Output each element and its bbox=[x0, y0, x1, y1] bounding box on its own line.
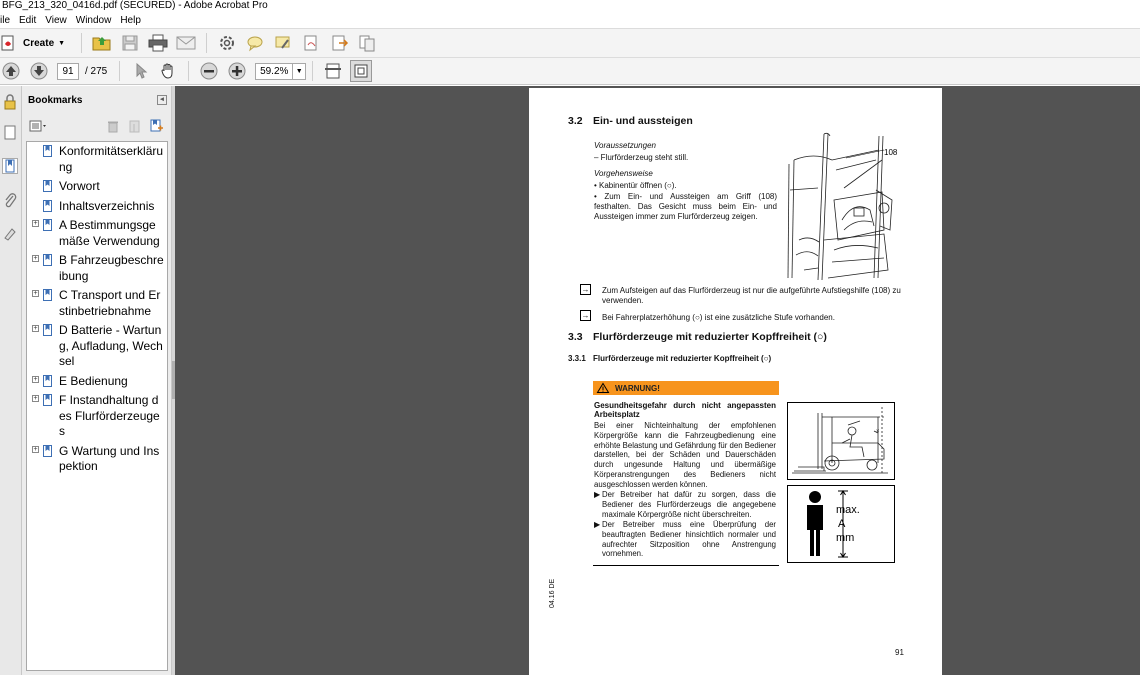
expand-icon[interactable]: + bbox=[33, 290, 38, 297]
menu-edit[interactable]: Edit bbox=[19, 14, 37, 26]
page-thumbnails-icon[interactable] bbox=[2, 124, 18, 140]
expand-icon[interactable]: + bbox=[33, 375, 38, 383]
zoom-select[interactable] bbox=[255, 63, 306, 80]
bookmarks-toolbar bbox=[22, 114, 171, 138]
export-icon bbox=[330, 34, 348, 52]
toolbar-separator bbox=[81, 33, 82, 53]
figure-label: A bbox=[838, 518, 846, 530]
bookmark-item[interactable] bbox=[27, 253, 167, 284]
procedure-label: Vorgehensweise bbox=[594, 169, 653, 178]
annotate-icon bbox=[274, 34, 292, 52]
email-icon bbox=[176, 35, 196, 51]
warning-icon bbox=[597, 383, 609, 393]
figure-label: max. bbox=[836, 504, 860, 516]
person-height-illustration bbox=[788, 486, 894, 562]
bookmark-icon bbox=[43, 324, 53, 337]
bookmark-icon bbox=[43, 145, 53, 158]
bookmark-icon bbox=[43, 445, 53, 458]
expand-icon[interactable]: + bbox=[33, 220, 38, 227]
figure-label: mm bbox=[836, 532, 855, 544]
fit-width-button[interactable] bbox=[350, 60, 372, 82]
zoom-out-button[interactable] bbox=[198, 60, 220, 82]
expand-icon[interactable]: + bbox=[33, 325, 38, 332]
bookmark-label: F Instandhaltung des Flurförderzeuges bbox=[59, 393, 160, 438]
section-number: 3.2 bbox=[568, 115, 583, 127]
create-icon bbox=[0, 34, 18, 52]
open-icon bbox=[92, 34, 112, 52]
previous-page-button[interactable] bbox=[0, 60, 22, 82]
new-bookmark-icon bbox=[150, 119, 164, 133]
document-area[interactable] bbox=[175, 86, 1140, 675]
bookmark-item[interactable] bbox=[27, 144, 167, 175]
hand-icon bbox=[159, 62, 177, 80]
zoom-value: 59.2% bbox=[260, 65, 289, 77]
section-title: Ein- und aussteigen bbox=[593, 115, 693, 127]
cabin-entry-illustration bbox=[784, 130, 896, 280]
attachment-icon[interactable] bbox=[2, 192, 18, 208]
page-number: 91 bbox=[895, 648, 904, 657]
section-title: Flurförderzeuge mit reduzierter Kopffreiheit (○) bbox=[593, 331, 827, 343]
warning-body: Bei einer Nichteinhaltung der empfohlenen Körpergröße kann die Fahrzeugbedienung eine erhöhte Belastung und Gefährdung für den Bediener darstellen, bei der Schäden und Dauerschäden durch ungesunde Haltung und übermäßige Körperanstrengungen des Bedieners nicht ausgeschlossen werden können. bbox=[594, 421, 776, 489]
document-code: 04.16 DE bbox=[549, 578, 556, 608]
figure-callout: 108 bbox=[884, 148, 898, 157]
annotate-button[interactable] bbox=[272, 32, 294, 54]
zoom-out-icon bbox=[200, 62, 218, 80]
bookmark-list bbox=[26, 141, 168, 671]
bookmark-item[interactable] bbox=[27, 323, 167, 370]
lock-icon[interactable] bbox=[2, 94, 18, 110]
trash-icon bbox=[107, 120, 119, 133]
signatures-icon[interactable] bbox=[2, 226, 18, 242]
zoom-in-icon bbox=[228, 62, 246, 80]
bookmark-add-icon bbox=[129, 120, 141, 133]
sign-button[interactable] bbox=[300, 32, 322, 54]
bookmark-icon bbox=[43, 254, 53, 267]
prerequisites-label: Voraussetzungen bbox=[594, 141, 656, 150]
email-button[interactable] bbox=[175, 32, 197, 54]
warning-banner bbox=[593, 381, 779, 395]
warning-bullet-text: Der Betreiber muss eine Überprüfung der beauftragten Bediener hinsichtlich normaler und aufrechter Sitzposition ohne Anstrengung vornehmen. bbox=[602, 520, 776, 559]
subsection-title: Flurförderzeuge mit reduzierter Kopffreiheit (○) bbox=[593, 354, 772, 363]
bookmark-label: Konformitätserklärung bbox=[59, 144, 164, 174]
save-icon bbox=[121, 34, 139, 52]
toolbar-separator bbox=[119, 61, 120, 81]
chevron-down-icon: ▼ bbox=[58, 39, 66, 47]
navigation-pane-strip bbox=[0, 86, 22, 675]
bookmark-item[interactable] bbox=[27, 218, 167, 249]
warning-title: Gesundheitsgefahr durch nicht angepassten Arbeitsplatz bbox=[594, 401, 776, 419]
bookmark-item[interactable] bbox=[27, 179, 167, 195]
open-button[interactable] bbox=[91, 32, 113, 54]
bookmark-label: B Fahrzeugbeschreibung bbox=[59, 253, 164, 283]
warning-label: WARNUNG! bbox=[615, 383, 660, 393]
comment-button[interactable] bbox=[244, 32, 266, 54]
prerequisite-item: – Flurförderzeug steht still. bbox=[594, 153, 689, 162]
expand-icon[interactable]: + bbox=[33, 255, 38, 262]
expand-icon[interactable]: + bbox=[33, 445, 38, 453]
bookmark-icon bbox=[43, 180, 53, 193]
menu-file[interactable]: ile bbox=[0, 14, 11, 26]
comment-icon bbox=[246, 34, 264, 52]
arrow-up-icon bbox=[2, 62, 20, 80]
warning-divider bbox=[593, 565, 779, 566]
bookmarks-icon[interactable] bbox=[2, 158, 18, 174]
subsection-heading bbox=[568, 354, 771, 363]
hand-tool-button[interactable] bbox=[157, 60, 179, 82]
section-heading bbox=[568, 115, 693, 127]
bookmark-label: Vorwort bbox=[59, 179, 100, 193]
page-total: / 275 bbox=[85, 65, 108, 77]
menu-bar bbox=[0, 12, 1140, 28]
zoom-in-button[interactable] bbox=[226, 60, 248, 82]
toolbar-separator bbox=[206, 33, 207, 53]
print-button[interactable] bbox=[147, 32, 169, 54]
chevron-down-icon[interactable]: ▼ bbox=[292, 64, 305, 79]
main-toolbar bbox=[0, 28, 1140, 58]
note-text: Bei Fahrerplatzerhöhung (○) ist eine zusätzliche Stufe vorhanden. bbox=[602, 313, 835, 322]
combine-icon bbox=[358, 34, 376, 52]
new-bookmark-disabled-button[interactable] bbox=[127, 119, 143, 133]
bookmark-icon bbox=[43, 219, 53, 232]
note-text: Zum Aufsteigen auf das Flurförderzeug ist nur die aufgeführte Aufstiegshilfe (108) zu verwenden. bbox=[602, 286, 901, 305]
cursor-icon bbox=[131, 62, 149, 80]
page-number-input[interactable]: 91 bbox=[57, 63, 79, 80]
select-tool-button[interactable] bbox=[129, 60, 151, 82]
fit-page-button[interactable] bbox=[322, 60, 344, 82]
warning-bullet: ▶ Der Betreiber muss eine Überprüfung der beauftragten Bediener hinsichtlich normaler und aufrechter Sitzposition ohne Anstrengung vornehmen. bbox=[594, 520, 776, 559]
settings-button[interactable] bbox=[216, 32, 238, 54]
bookmark-icon bbox=[43, 289, 53, 302]
window-title: BFG_213_320_0416d.pdf (SECURED) - Adobe Acrobat Pro bbox=[0, 0, 1140, 12]
bookmark-icon bbox=[43, 375, 53, 388]
create-button[interactable] bbox=[0, 34, 65, 52]
bookmark-icon bbox=[43, 394, 53, 407]
bookmark-label: G Wartung und Inspektion bbox=[59, 443, 160, 473]
bookmarks-title: Bookmarks bbox=[28, 94, 83, 106]
procedure-item: • Zum Ein- und Aussteigen am Griff (108) festhalten. Das Gesicht muss beim Ein- und Aussteigen immer zum Flurförderzeug zeigen. bbox=[594, 192, 777, 221]
settings-icon bbox=[218, 34, 236, 52]
fit-page-icon bbox=[324, 62, 342, 80]
bookmark-label: C Transport und Erstinbetriebnahme bbox=[59, 288, 161, 318]
pdf-page bbox=[529, 88, 942, 675]
section-heading bbox=[568, 331, 827, 343]
toolbar-separator bbox=[312, 61, 313, 81]
arrow-down-icon bbox=[30, 62, 48, 80]
bookmarks-header bbox=[22, 86, 171, 114]
new-bookmark-button[interactable] bbox=[149, 119, 165, 133]
note-arrow-icon: → bbox=[581, 311, 590, 320]
bookmark-label: D Batterie - Wartung, Aufladung, Wechsel bbox=[59, 323, 163, 368]
menu-window[interactable]: Window bbox=[75, 14, 112, 26]
subsection-number: 3.3.1 bbox=[568, 354, 586, 363]
create-label: Create bbox=[23, 37, 55, 49]
body-height-figure bbox=[787, 485, 895, 563]
toolbar-separator bbox=[188, 61, 189, 81]
options-icon bbox=[29, 120, 49, 132]
bookmark-label: E Bedienung bbox=[59, 373, 128, 388]
bookmark-label: Inhaltsverzeichnis bbox=[59, 198, 155, 213]
procedure-item: • Kabinentür öffnen (○). bbox=[594, 181, 677, 190]
export-button[interactable] bbox=[328, 32, 350, 54]
warning-bullet: ▶ Der Betreiber hat dafür zu sorgen, dass die Bediener des Flurförderzeugs die angegebene maximale Körpergröße nicht überschreiten. bbox=[594, 490, 776, 519]
bookmark-item[interactable] bbox=[27, 199, 167, 215]
warning-bullet-text: Der Betreiber hat dafür zu sorgen, dass die Bediener des Flurförderzeugs die angegebene maximale Körpergröße nicht überschreiten. bbox=[602, 490, 776, 519]
forklift-figure bbox=[787, 402, 895, 480]
save-button[interactable] bbox=[119, 32, 141, 54]
bookmark-icon bbox=[43, 200, 53, 213]
next-page-button[interactable] bbox=[28, 60, 50, 82]
expand-icon[interactable]: + bbox=[33, 395, 38, 402]
navigation-toolbar bbox=[0, 58, 1140, 85]
bookmark-options-button[interactable] bbox=[28, 119, 50, 133]
bookmark-item[interactable] bbox=[27, 374, 167, 390]
svg-text:×: × bbox=[876, 429, 880, 435]
sign-icon bbox=[302, 34, 320, 52]
bookmarks-panel bbox=[22, 86, 172, 675]
fit-width-icon bbox=[353, 63, 369, 79]
collapse-panel-button[interactable]: ◂ bbox=[157, 95, 167, 105]
bookmark-label: A Bestimmungsgemäße Verwendung bbox=[59, 218, 160, 248]
menu-view[interactable]: View bbox=[45, 14, 67, 26]
combine-button[interactable] bbox=[356, 32, 378, 54]
delete-bookmark-button[interactable] bbox=[105, 119, 121, 133]
note-arrow-icon: → bbox=[581, 285, 590, 294]
bookmark-item[interactable] bbox=[27, 444, 167, 475]
bookmark-item[interactable] bbox=[27, 393, 167, 440]
forklift-illustration bbox=[788, 403, 894, 479]
print-icon bbox=[148, 34, 168, 52]
bookmark-item[interactable] bbox=[27, 288, 167, 319]
section-number: 3.3 bbox=[568, 331, 583, 343]
menu-help[interactable]: Help bbox=[120, 14, 141, 26]
